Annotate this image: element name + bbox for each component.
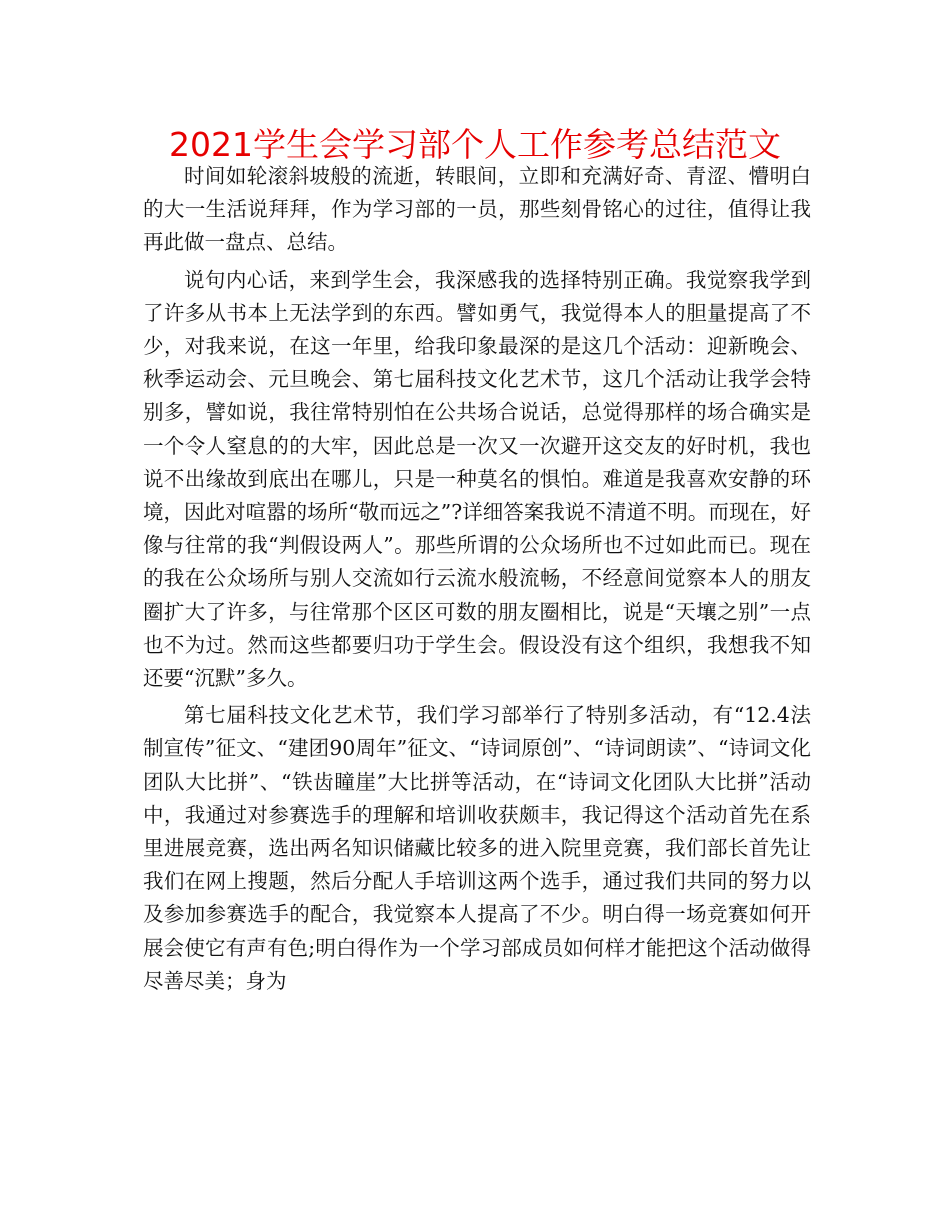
document-body xyxy=(143,160,811,998)
paragraph: 说句内心话，来到学生会，我深感我的选择特别正确。我觉察我学到了许多从书本上无法学到的东西。譬如勇气，我觉得本人的胆量提高了不少，对我来说，在这一年里，给我印象最深的是这几个活动：迎新晚会、秋季运动会、元旦晚会、第七届科技文化艺术节，这几个活动让我学会特别多，譬如说，我往常特别怕在公共场合说话，总觉得那样的场合确实是一个令人窒息的的大牢，因此总是一次又一次避开这交友的好时机，我也说不出缘故到底出在哪儿，只是一种莫名的惧怕。难道是我喜欢安静的环境，因此对喧嚣的场所“敬而远之”?详细答案我说不清道不明。而现在，好像与往常的我“判假设两人”。那些所谓的公众场所也不过如此而已。现在的我在公众场所与别人交流如行云流水般流畅，不经意间觉察本人的朋友圈扩大了许多，与往常那个区区可数的朋友圈相比，说是“天壤之别”一点也不为过。然而这些都要归功于学生会。假设没有这个组织，我想我不知还要“沉默”多久。 xyxy=(143,267,811,691)
document-title: 2021学生会学习部个人工作参考总结范文 xyxy=(169,125,781,164)
paragraph: 时间如轮滚斜坡般的流逝，转眼间，立即和充满好奇、青涩、懵明白的大一生活说拜拜，作为学习部的一员，那些刻骨铭心的过往，值得让我再此做一盘点、总结。 xyxy=(143,164,811,255)
paragraph: 第七届科技文化艺术节，我们学习部举行了特别多活动，有“12.4法制宣传”征文、“建团90周年”征文、“诗词原创”、“诗词朗读”、“诗词文化团队大比拼”、“铁齿瞳崖”大比拼等活动，在“诗词文化团队大比拼”活动中，我通过对参赛选手的理解和培训收获颇丰，我记得这个活动首先在系里进展竞赛，选出两名知识储藏比较多的进入院里竞赛，我们部长首先让我们在网上搜题，然后分配人手培训这两个选手，通过我们共同的努力以及参加参赛选手的配合，我觉察本人提高了不少。明白得一场竞赛如何开展会使它有声有色;明白得作为一个学习部成员如何样才能把这个活动做得尽善尽美；身为 xyxy=(143,703,811,993)
